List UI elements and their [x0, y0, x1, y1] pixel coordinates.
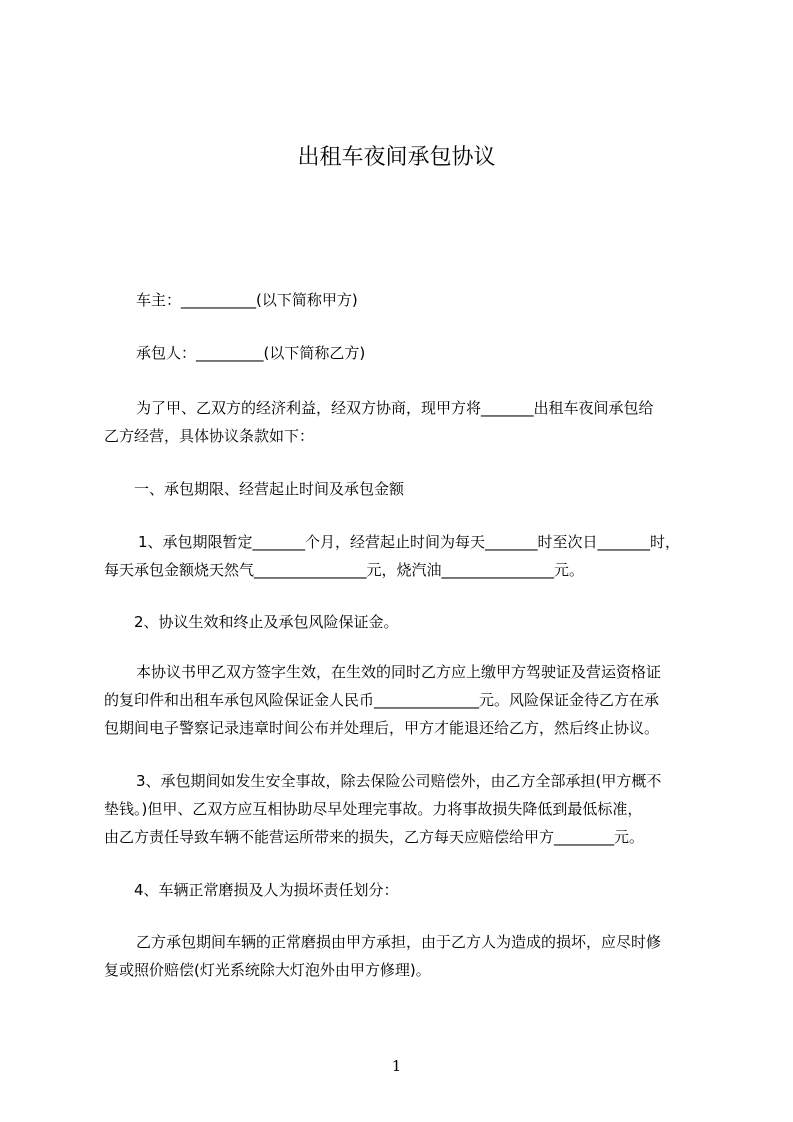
clause3-line-3: 由乙方责任导致车辆不能营运所带来的损失，乙方每天应赔偿给甲方________元。	[104, 828, 645, 846]
clause2-line-1: 本协议书甲乙双方签字生效，在生效的同时乙方应上缴甲方驾驶证及营运资格证	[136, 663, 662, 681]
clause3-line-1: 3、承包期间如发生安全事故，除去保险公司赔偿外，由乙方全部承担(甲方概不	[136, 772, 662, 790]
contractor-line: 承包人：_________(以下简称乙方)	[136, 344, 366, 362]
intro-line-1: 为了甲、乙双方的经济利益，经双方协商，现甲方将_______出租车夜间承包给	[136, 399, 654, 417]
section1-heading: 一、承包期限、经营起止时间及承包金额	[134, 480, 405, 498]
clause4-heading: 4、车辆正常磨损及人为损坏责任划分：	[134, 881, 399, 899]
clause1-line-2: 每天承包金额烧天然气_______________元，烧汽油_______________元。	[104, 561, 585, 579]
clause2-heading: 2、协议生效和终止及承包风险保证金。	[134, 613, 399, 631]
intro-line-2: 乙方经营，具体协议条款如下：	[104, 427, 315, 445]
owner-line: 车主：__________(以下简称甲方)	[136, 291, 358, 309]
clause3-line-2: 垫钱。)但甲、乙双方应互相协助尽早处理完事故。力将事故损失降低到最低标准，	[104, 800, 643, 818]
clause1-line-1: 1、承包期限暂定_______个月，经营起止时间为每天_______时至次日_______时，	[138, 533, 681, 551]
page-number: 1	[391, 1057, 402, 1075]
clause4-line-1: 乙方承包期间车辆的正常磨损由甲方承担，由于乙方人为造成的损坏，应尽时修	[136, 933, 662, 951]
page-title: 出租车夜间承包协议	[297, 145, 496, 170]
clause2-line-2: 的复印件和出租车承包风险保证金人民币______________元。风险保证金待乙方在承	[104, 691, 660, 709]
clause4-line-2: 复或照价赔偿(灯光系统除大灯泡外由甲方修理)。	[104, 961, 431, 979]
clause2-line-3: 包期间电子警察记录违章时间公布并处理后，甲方才能退还给乙方，然后终止协议。	[104, 719, 660, 737]
